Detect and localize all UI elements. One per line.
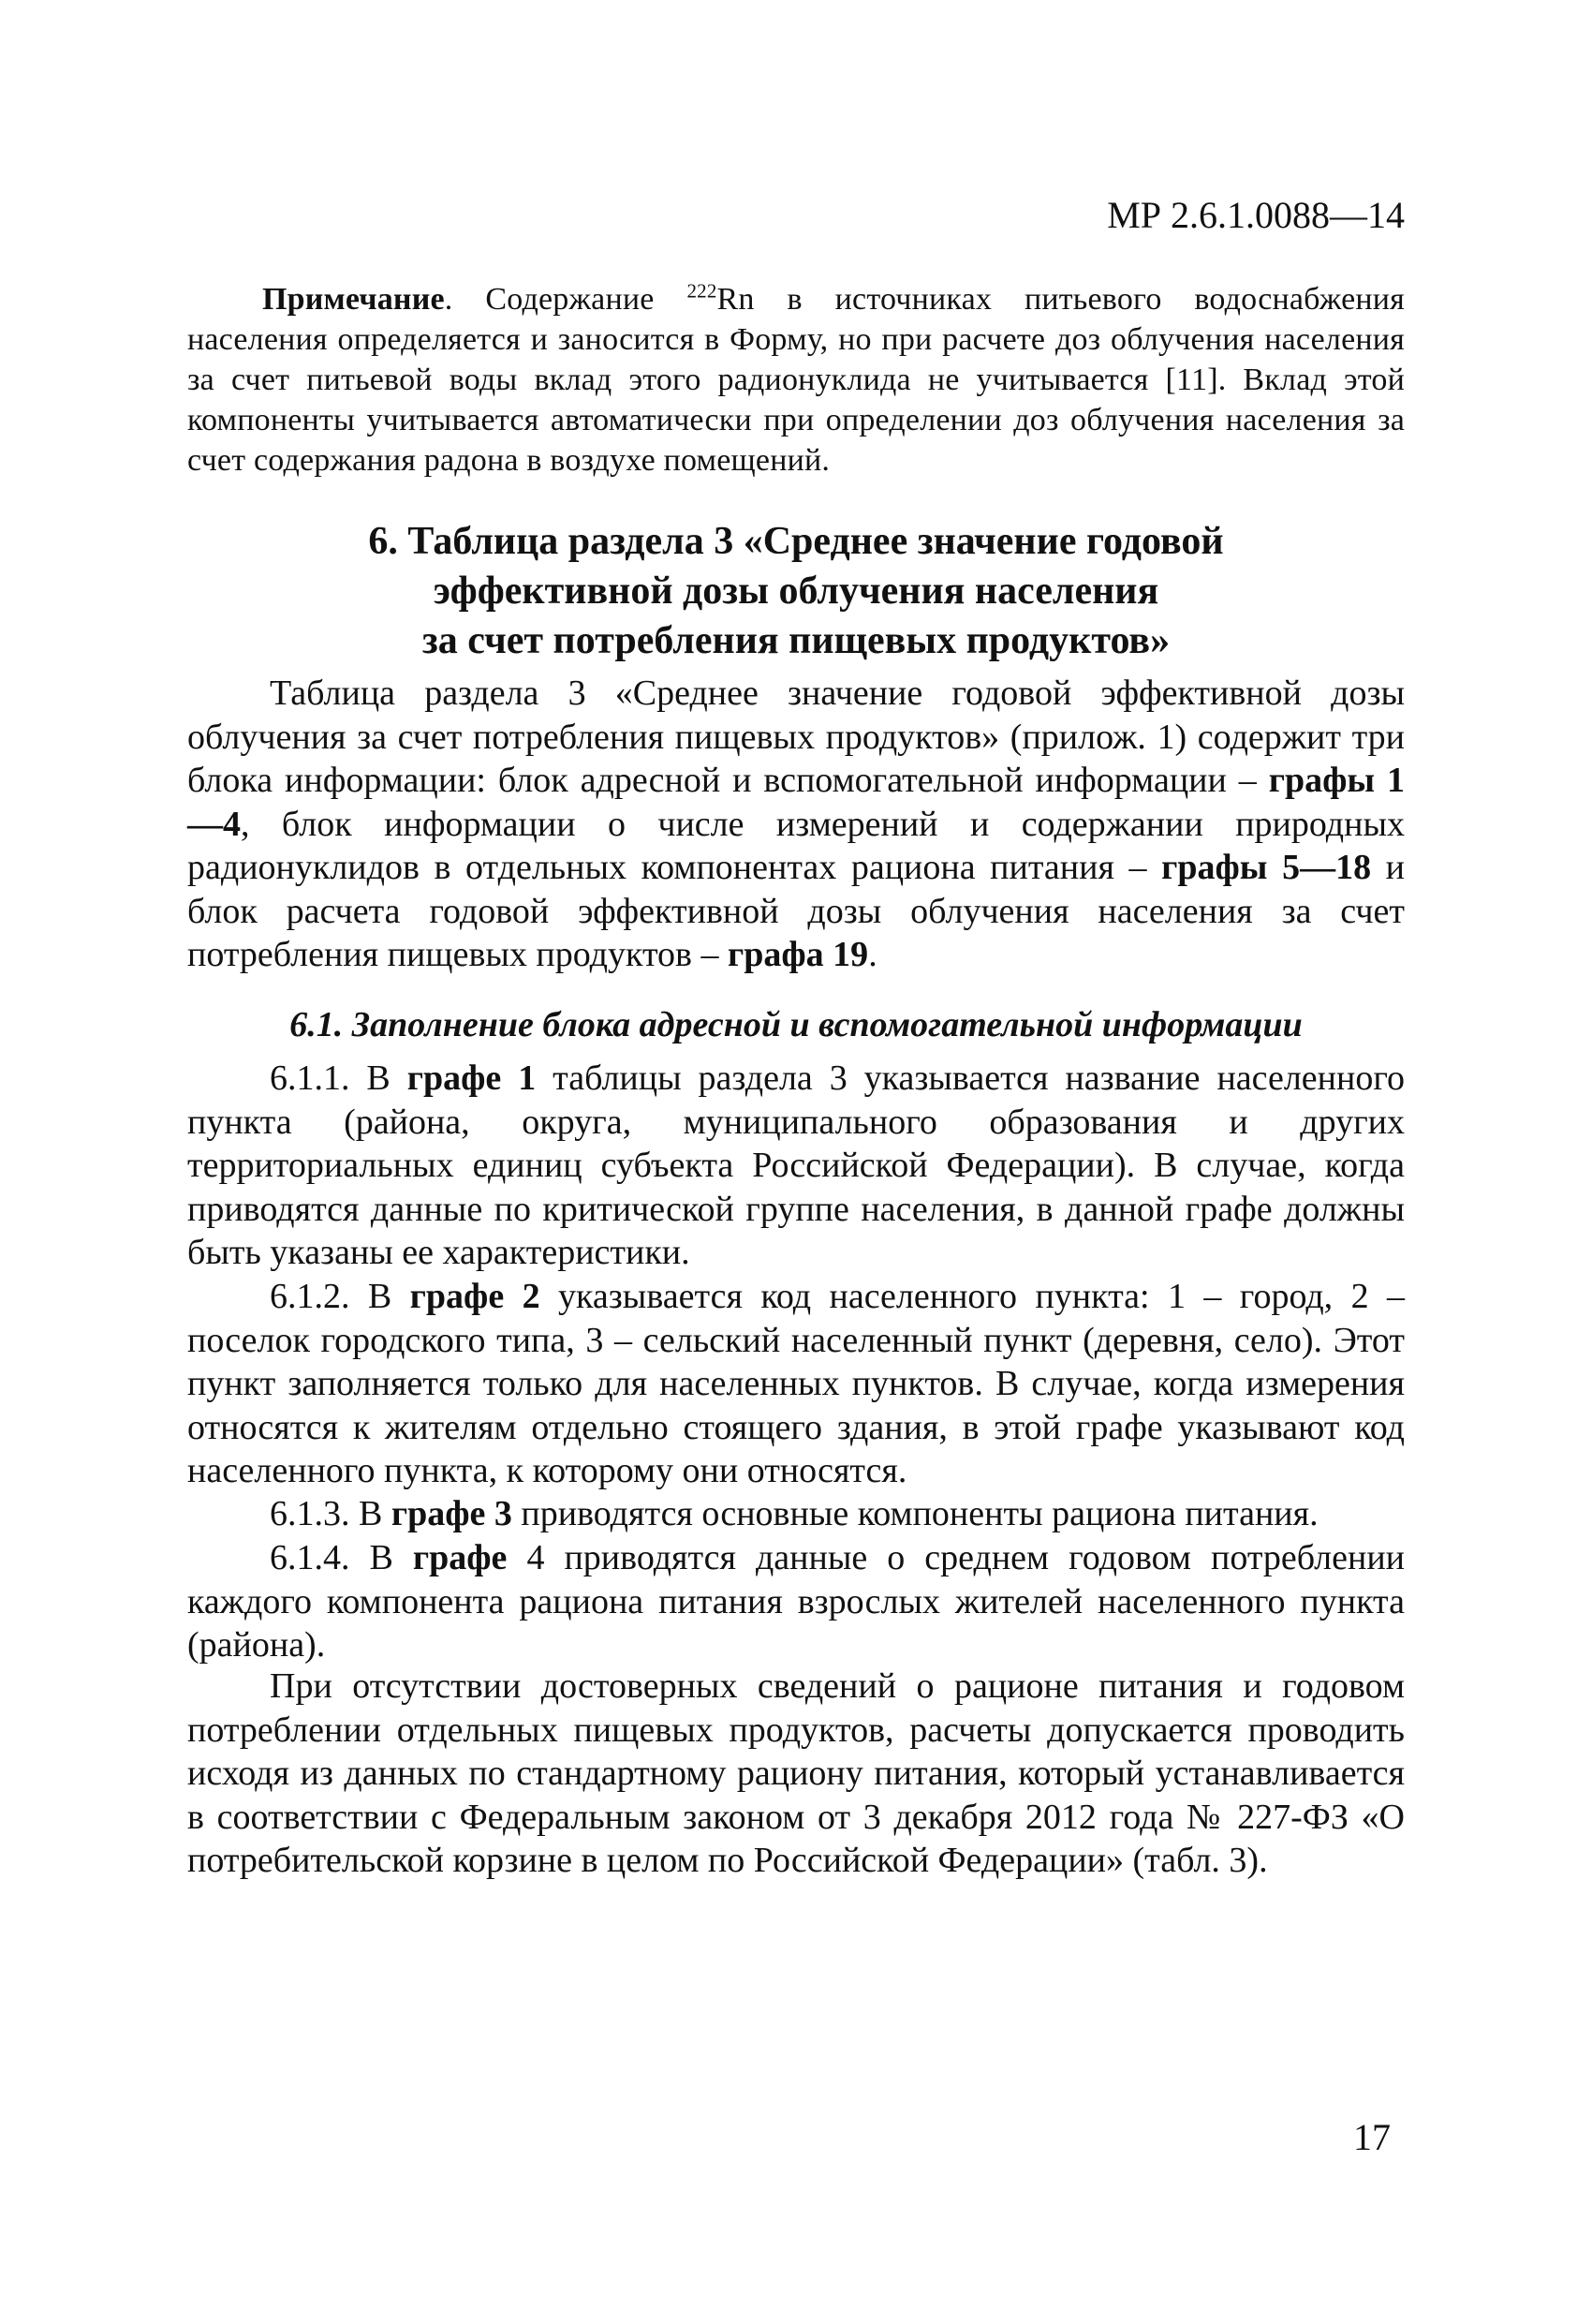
document-code: МР 2.6.1.0088—14 — [1107, 194, 1405, 236]
intro-text-4: . — [868, 935, 877, 974]
intro-text-1: Таблица раздела 3 «Среднее значение годовой эффективной дозы облучения за счет потребления пищевых продуктов» (прилож. 1) содержит три блока информации: блок адресной и вспомогательной информации – — [187, 674, 1405, 800]
note-text-rest: Rn в источниках питьевого водоснабжения населения определяется и заносится в Форму, но при расчете доз облучения населения за счет питьевой воды вклад этого радионуклида не учитывается [11]. Вклад этой компоненты учитывается автоматически при определении доз облучения населения за счет содержания радона в воздухе помещений. — [187, 282, 1405, 478]
paragraph-6-1-3 — [187, 1492, 1405, 1536]
note-paragraph — [187, 279, 1405, 481]
p612-text-1: 6.1.2. В — [270, 1277, 410, 1316]
columns-5-18-ref: графы 5—18 — [1161, 848, 1372, 887]
column-2-ref: графе 2 — [409, 1277, 540, 1316]
column-19-ref: графа 19 — [728, 935, 869, 974]
paragraph-6-1-2 — [187, 1275, 1405, 1493]
p613-text-2: приводятся основные компоненты рациона питания. — [511, 1494, 1319, 1533]
paragraph-6-1-1 — [187, 1057, 1405, 1275]
paragraph-6-1-4 — [187, 1536, 1405, 1667]
paragraph-standard-ration — [187, 1665, 1405, 1883]
note-text-start: . Содержание — [444, 282, 687, 317]
section-heading-line-1: 6. Таблица раздела 3 «Среднее значение годовой — [368, 520, 1224, 563]
intro-text-3: и блок расчета годовой эффективной дозы облучения населения за счет потребления пищевых продуктов – — [187, 848, 1406, 974]
section-heading-line-2: эффективной дозы облучения населения — [433, 570, 1159, 613]
p614-text-1: 6.1.4. В — [270, 1538, 413, 1577]
intro-paragraph — [187, 672, 1405, 977]
column-1-ref: графе 1 — [406, 1058, 537, 1098]
subsection-heading: 6.1. Заполнение блока адресной и вспомогательной информации — [289, 1005, 1303, 1044]
p611-text-1: 6.1.1. В — [270, 1058, 407, 1098]
p614-text-2: 4 приводятся данные о среднем годовом потреблении каждого компонента рациона питания взрослых жителей населенного пункта (района). — [187, 1538, 1405, 1665]
column-3-ref: графе 3 — [391, 1494, 512, 1533]
p613-text-1: 6.1.3. В — [270, 1494, 391, 1533]
isotope-superscript: 222 — [686, 279, 717, 303]
columns-1-4-ref: графы 1—4 — [187, 761, 1405, 844]
section-heading — [187, 517, 1405, 666]
column-4-ref: графе — [412, 1538, 508, 1577]
page-number: 17 — [1353, 2116, 1391, 2158]
intro-text-2: , блок информации о числе измерений и содержании природных радионуклидов в отдельных компонентах рациона питания – — [187, 804, 1405, 887]
note-label: Примечание — [262, 282, 445, 317]
p611-text-2: таблицы раздела 3 указывается название населенного пункта (района, округа, муниципального образования и других территориальных единиц субъекта Российской Федерации). В случае, когда приводятся данные по критической группе населения, в данной графе должны быть указаны ее характеристики. — [187, 1058, 1405, 1272]
section-heading-line-3: за счет потребления пищевых продуктов» — [421, 619, 1171, 662]
p612-text-2: указывается код населенного пункта: 1 – город, 2 – поселок городского типа, 3 – сельский населенный пункт (деревня, село). Этот пункт заполняется только для населенных пунктов. В случае, когда измерения относятся к жителям отдельно стоящего здания, в этой графе указывают код населенного пункта, к которому они относятся. — [187, 1277, 1405, 1490]
final-paragraph-text: При отсутствии достоверных сведений о рационе питания и годовом потреблении отдельных пищевых продуктов, расчеты допускается проводить исходя из данных по стандартному рациону питания, который устанавливается в соответствии с Федеральным законом от 3 декабря 2012 года № 227-ФЗ «О потребительской корзине в целом по Российской Федерации» (табл. 3). — [187, 1666, 1405, 1880]
